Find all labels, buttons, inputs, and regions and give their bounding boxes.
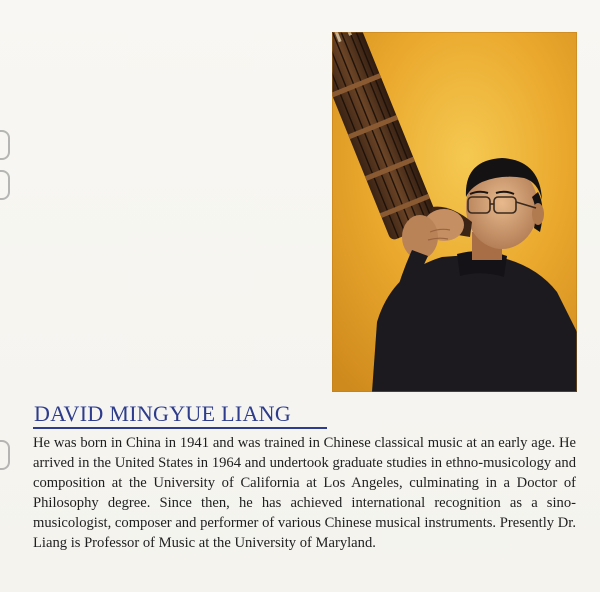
musician-playing-sheng-image <box>332 32 577 392</box>
binder-ring-mark <box>0 170 10 200</box>
artist-photo <box>332 32 577 392</box>
artist-hand <box>402 215 438 259</box>
artist-biography: He was born in China in 1941 and was trained in Chinese classical music at an early age. He arrived in the United States in 1964 and undertook graduate studies in ethno-musicology and composition at the University of California at Los Angeles, culminating in a Doctor of Philosophy degree. Since then, he has achieved international recognition as a sino-musicologist, composer and performer of various Chinese musical instruments. Presently Dr. Liang is Professor of Music at the University of Maryland. <box>33 435 576 551</box>
artist-name-heading: DAVID MINGYUE LIANG <box>34 401 292 426</box>
binder-ring-mark <box>0 440 10 470</box>
binder-ring-mark <box>0 130 10 160</box>
heading-underline <box>33 427 327 429</box>
